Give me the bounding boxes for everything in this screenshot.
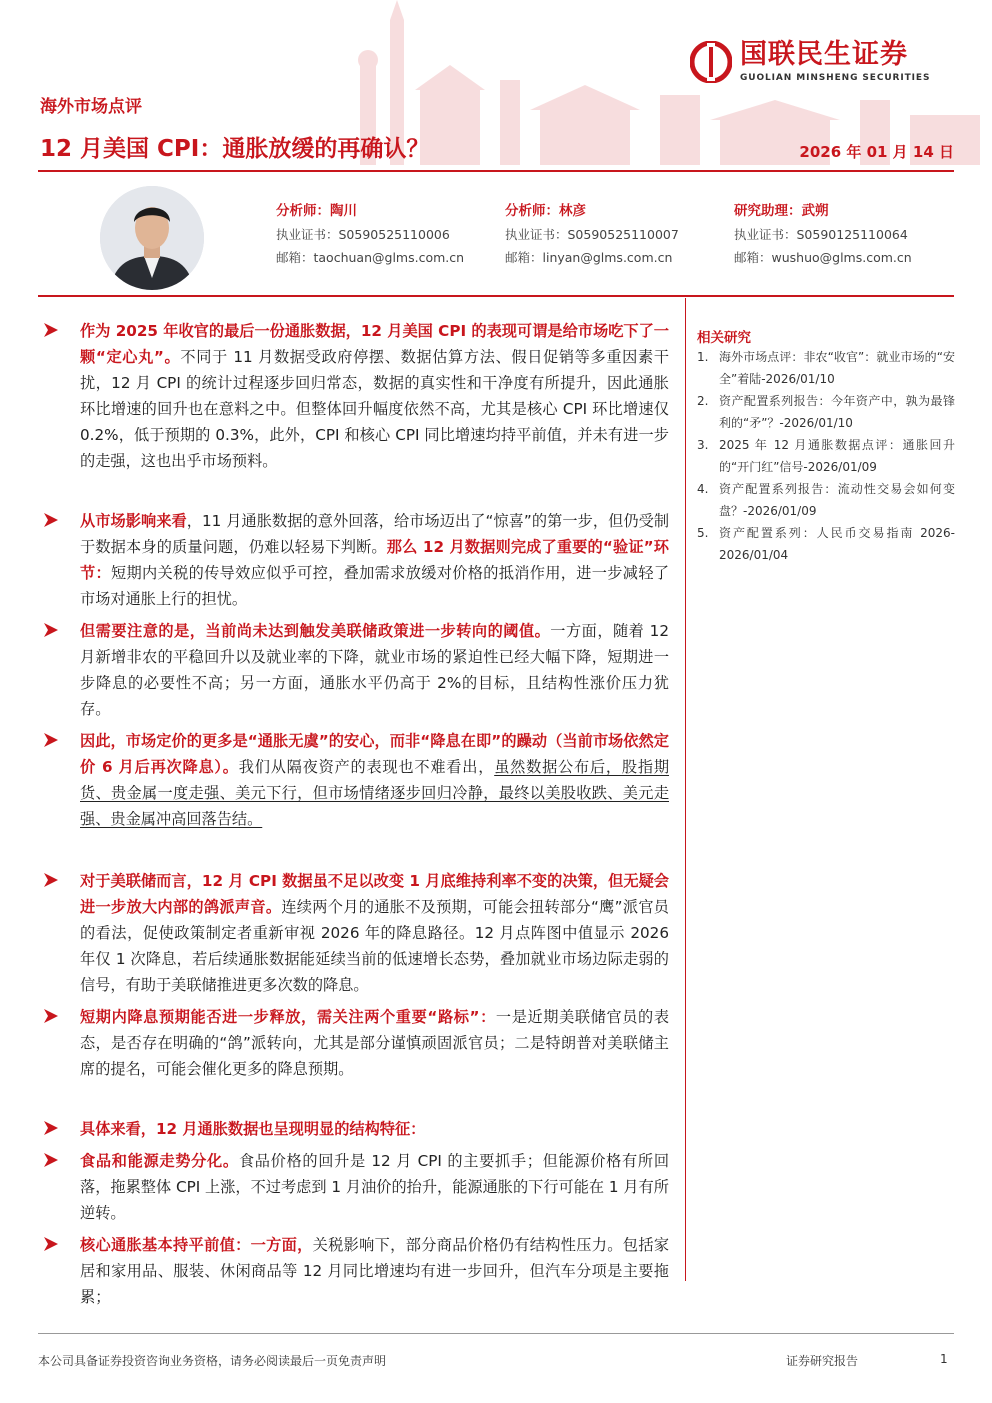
paragraph-3-text: 一方面，随着 12 月新增非农的平稳回升以及就业率的下降，就业市场的紧迫性已经大幅下降，短期进一步降息的必要性不高；另一方面，通胀水平仍高于 2%的目标，且结构性涨价压力犹存。 [80, 622, 669, 718]
related-research-item[interactable] [697, 478, 955, 522]
arrow-bullet-icon [44, 732, 58, 748]
arrow-bullet-icon [44, 512, 58, 528]
paragraph-2-lead-2: 那么 12 月数据则完成了重要的“验证”环节： [80, 538, 669, 582]
related-research-item[interactable] [697, 522, 955, 566]
paragraph-9-text: 关税影响下，部分商品价格仍有结构性压力。包括家居和家用品、服装、休闲商品等 12 月同比增速均有进一步回升，但汽车分项是主要拖累； [80, 1236, 670, 1306]
paragraph-8-lead: 食品和能源走势分化。 [80, 1152, 239, 1170]
analyst-1-cert: 执业证书：S0590525110006 [276, 227, 450, 242]
logo-chinese-name: 国联民生证券 [740, 39, 908, 70]
related-research-link[interactable]: 2025 年 12 月通胀数据点评：通胀回升的“开门红”信号-2026/01/09 [719, 438, 955, 474]
analyst-avatar [100, 186, 204, 290]
analyst-2-name: 分析师：林彦 [505, 203, 586, 219]
related-research-link[interactable]: 资产配置系列报告：流动性交易会如何变盘？-2026/01/09 [719, 482, 955, 518]
paragraph-6 [44, 1004, 669, 1082]
paragraph-5-lead: 对于美联储而言，12 月 CPI 数据虽不足以改变 1 月底维持利率不变的决策，但无疑会进一步放大内部的鸽派声音。 [80, 872, 669, 916]
paragraph-7 [44, 1116, 669, 1142]
analyst-2 [505, 200, 679, 269]
main-content [44, 318, 669, 1310]
footer-report-type: 证券研究报告 [786, 1354, 859, 1368]
related-research-number: 3. [697, 438, 709, 452]
paragraph-4 [44, 728, 669, 832]
related-research-number: 5. [697, 526, 709, 540]
paragraph-2-text-2: 短期内关税的传导效应似乎可控，叠加需求放缓对价格的抵消作用，进一步减轻了市场对通胀上行的担忧。 [80, 564, 670, 608]
analyst-divider [38, 295, 954, 297]
analyst-3-email: 邮箱：wushuo@glms.com.cn [734, 250, 912, 265]
paragraph-3-lead: 但需要注意的是，当前尚未达到触发美联储政策进一步转向的阈值。 [80, 622, 551, 640]
related-research-item[interactable] [697, 390, 955, 434]
related-research-number: 2. [697, 394, 709, 408]
page-number: 1 [940, 1352, 948, 1366]
analyst-3-name: 研究助理：武朔 [734, 203, 829, 219]
arrow-bullet-icon [44, 1236, 58, 1252]
paragraph-2 [44, 508, 669, 612]
title-divider [38, 170, 954, 172]
related-research-item[interactable] [697, 434, 955, 478]
footer-disclaimer: 本公司具备证券投资咨询业务资格，请务必阅读最后一页免责声明 [38, 1354, 387, 1368]
related-research-number: 4. [697, 482, 709, 496]
arrow-bullet-icon [44, 872, 58, 888]
related-research-link[interactable]: 资产配置系列报告：今年资产中，孰为最锋利的“矛”？-2026/01/10 [719, 394, 955, 430]
arrow-bullet-icon [44, 1152, 58, 1168]
arrow-bullet-icon [44, 322, 58, 338]
analyst-1-name: 分析师：陶川 [276, 203, 357, 219]
arrow-bullet-icon [44, 622, 58, 638]
arrow-bullet-icon [44, 1120, 58, 1136]
analyst-2-cert: 执业证书：S0590525110007 [505, 227, 679, 242]
related-research-list [697, 346, 955, 566]
paragraph-1-lead: 作为 2025 年收官的最后一份通胀数据，12 月美国 CPI 的表现可谓是给市场吃下了一颗“定心丸”。 [80, 322, 669, 366]
report-date: 2026 年 01 月 14 日 [799, 143, 954, 161]
paragraph-4-underlined: 虽然数据公布后，股指期货、贵金属一度走强、美元下行，但市场情绪逐步回归冷静，最终以美股收跌、美元走强、贵金属冲高回落告结。 [80, 758, 670, 828]
analyst-3-cert: 执业证书：S0590125110064 [734, 227, 908, 242]
paragraph-6-text: 一是近期美联储官员的表态，是否存在明确的“鸽”派转向，尤其是部分谨慎顽固派官员；二是特朗普对美联储主席的提名，可能会催化更多的降息预期。 [80, 1008, 670, 1078]
analyst-2-email: 邮箱：linyan@glms.com.cn [505, 250, 673, 265]
column-divider [685, 298, 686, 1281]
analyst-1 [276, 200, 464, 269]
paragraph-2-lead: 从市场影响来看 [80, 512, 187, 530]
report-category: 海外市场点评 [40, 97, 142, 117]
related-research-link[interactable]: 海外市场点评：非农“收官”：就业市场的“安全”着陆-2026/01/10 [719, 350, 955, 386]
paragraph-4-text: 我们从隔夜资产的表现也不难看出， [238, 758, 495, 776]
paragraph-8-text: 食品价格的回升是 12 月 CPI 的主要抓手；但能源价格有所回落，拖累整体 CPI 上涨，不过考虑到 1 月油价的抬升，能源通胀的下行可能在 1 月有所逆转。 [80, 1152, 670, 1222]
paragraph-3 [44, 618, 669, 722]
paragraph-4-lead: 因此，市场定价的更多是“通胀无虞”的安心，而非“降息在即”的躁动（当前市场依然定价 6 月后再次降息）。 [80, 732, 669, 776]
paragraph-7-lead: 具体来看，12 月通胀数据也呈现明显的结构特征： [80, 1120, 426, 1138]
related-research-number: 1. [697, 350, 709, 364]
paragraph-9-lead: 核心通胀基本持平前值：一方面， [80, 1236, 313, 1254]
analyst-3 [734, 200, 912, 269]
footer-divider [38, 1333, 954, 1334]
paragraph-8 [44, 1148, 669, 1226]
related-research-title: 相关研究 [697, 330, 751, 346]
company-logo [690, 40, 930, 84]
paragraph-1 [44, 318, 669, 474]
analyst-1-email: 邮箱：taochuan@glms.com.cn [276, 250, 465, 265]
paragraph-9 [44, 1232, 669, 1310]
arrow-bullet-icon [44, 1008, 58, 1024]
report-title: 12 月美国 CPI：通胀放缓的再确认？ [40, 136, 430, 162]
paragraph-1-text: 不同于 11 月数据受政府停摆、数据估算方法、假日促销等多重因素干扰，12 月 CPI 的统计过程逐步回归常态，数据的真实性和干净度有所提升，因此通胀环比增速的回升也在意料之中。但整体回升幅度依然不高，尤其是核心 CPI 环比增速仅 0.2%，低于预期的 0.3%，此外，CPI 和核心 CPI 同比增速均持平前值，并未有进一步的走强，这也出乎市场预料。 [80, 348, 670, 470]
logo-mark-icon [690, 41, 732, 83]
paragraph-5 [44, 868, 669, 998]
paragraph-2-text: ，11 月通胀数据的意外回落，给市场迈出了“惊喜”的第一步，但仍受制于数据本身的质量问题，仍难以轻易下判断。 [80, 512, 670, 556]
related-research-link[interactable]: 资产配置系列：人民币交易指南 2026-2026/01/04 [719, 526, 955, 562]
related-research-item[interactable] [697, 346, 955, 390]
paragraph-6-lead: 短期内降息预期能否进一步释放，需关注两个重要“路标”： [80, 1008, 496, 1026]
person-icon [100, 186, 204, 290]
paragraph-5-text: 连续两个月的通胀不及预期，可能会扭转部分“鹰”派官员的看法，促使政策制定者重新审视 2026 年的降息路径。12 月点阵图中值显示 2026 年仅 1 次降息，若后续通胀数据能延续当前的低速增长态势，叠加就业市场边际走弱的信号，有助于美联储推进更多次数的降息。 [80, 898, 669, 994]
logo-english-name: GUOLIAN MINSHENG SECURITIES [740, 73, 931, 83]
